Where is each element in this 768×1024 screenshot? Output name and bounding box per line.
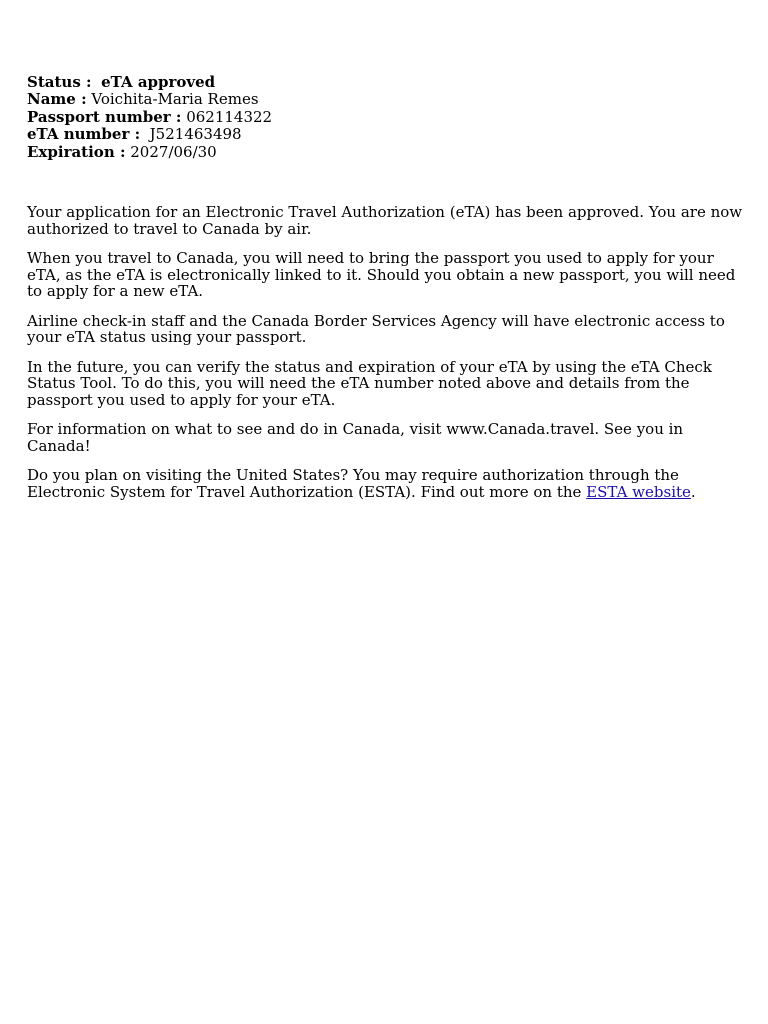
expiration-label: Expiration :	[27, 142, 126, 161]
status-label: Status :	[27, 73, 92, 91]
name-label: Name :	[27, 90, 87, 109]
name-row	[27, 91, 744, 108]
check-status-paragraph: In the future, you can verify the status and expiration of your eTA by using the eTA Check Status Tool. To do this, you will need the eTA number noted above and details from the passport you used to apply for your eTA.	[27, 357, 712, 409]
passport-label: Passport number :	[27, 107, 182, 126]
esta-paragraph-text: Do you plan on visiting the United States? You may require authorization through the Electronic System for Travel Authorization (ESTA). Find out more on the	[27, 466, 679, 501]
message-body	[27, 204, 744, 500]
passport-link-paragraph: When you travel to Canada, you will need to bring the passport you used to apply for your eTA, as the eTA is electronically linked to it. Should you obtain a new passport, you will need to apply for a new eTA.	[27, 249, 736, 301]
status-value: eTA approved	[101, 73, 216, 91]
esta-website-link[interactable]: ESTA website	[586, 482, 691, 501]
approval-paragraph: Your application for an Electronic Travel Authorization (eTA) has been approved. You are now authorized to travel to Canada by air.	[27, 203, 743, 238]
expiration-row	[27, 144, 744, 161]
name-value: Voichita-Maria Remes	[91, 90, 259, 109]
eta-number-row	[27, 126, 744, 143]
status-row	[27, 74, 744, 91]
eta-record	[27, 74, 744, 161]
eta-number-value: J521463498	[149, 125, 242, 144]
expiration-value: 2027/06/30	[130, 142, 217, 161]
passport-row	[27, 109, 744, 126]
canada-travel-paragraph: For information on what to see and do in Canada, visit www.Canada.travel. See you in Canada!	[27, 420, 684, 455]
airline-access-paragraph: Airline check-in staff and the Canada Border Services Agency will have electronic access to your eTA status using your passport.	[27, 311, 725, 347]
esta-paragraph	[27, 467, 744, 500]
passport-value: 062114322	[186, 107, 273, 126]
esta-paragraph-end: .	[690, 482, 696, 501]
eta-number-label: eTA number :	[27, 125, 141, 144]
